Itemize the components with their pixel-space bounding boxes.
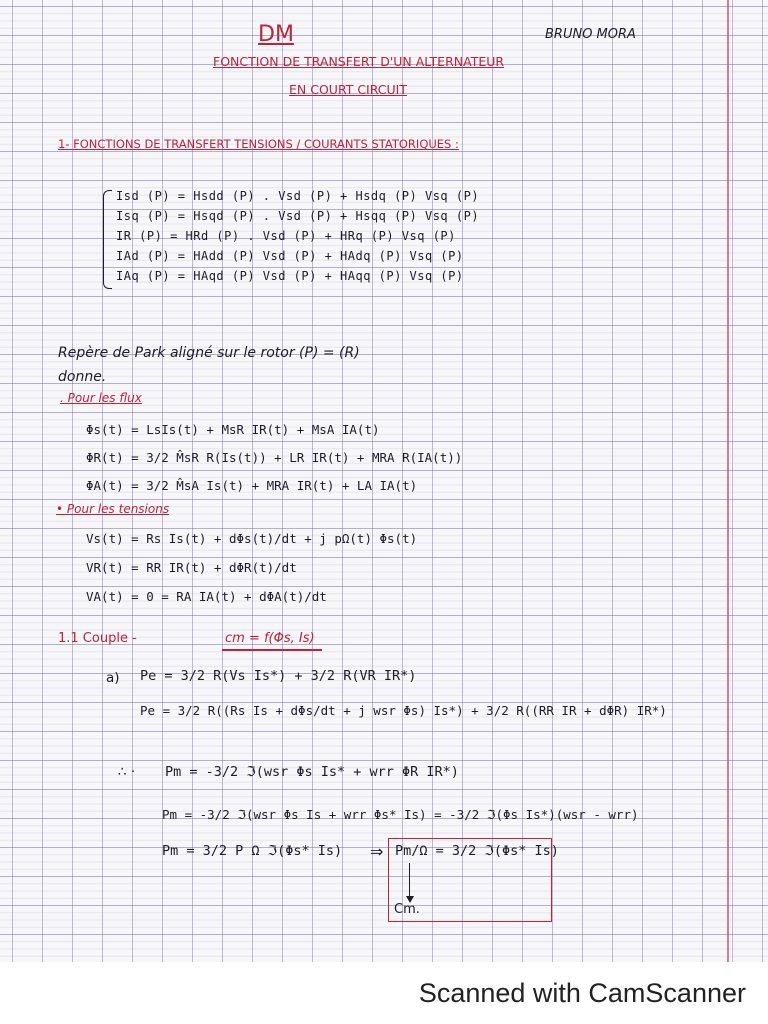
flux-eq-rotor: ΦR(t) = 3/2 M̂sR R(Is(t)) + LR IR(t) + MRA R(IA(t)) bbox=[86, 450, 463, 465]
system-eq-ir: IR (P) = HRd (P) . Vsd (P) + HRq (P) Vsq (P) bbox=[116, 229, 456, 243]
pm-equation-1: Pm = -3/2 ℑ(wsr Φs Is* + wrr ΦR IR*) bbox=[165, 764, 459, 780]
item-label-a: a) bbox=[106, 670, 120, 686]
pe-equation-1: Pe = 3/2 R(Vs Is*) + 3/2 R(VR IR*) bbox=[140, 668, 417, 684]
boxed-label-cm: Cm. bbox=[394, 902, 420, 917]
boxed-formula: Pm/Ω = 3/2 ℑ(Φs* Is) bbox=[395, 843, 559, 859]
system-eq-isd: Isd (P) = Hsdd (P) . Vsd (P) + Hsdq (P) Vsq (P) bbox=[116, 189, 480, 203]
tension-eq-amortisseur: VA(t) = 0 = RA IA(t) + dΦA(t)/dt bbox=[86, 589, 327, 604]
page-title: DM bbox=[258, 22, 294, 47]
author-name: BRUNO MORA bbox=[545, 27, 636, 42]
tension-eq-stator: Vs(t) = Rs Is(t) + dΦs(t)/dt + j pΩ(t) Φs(t) bbox=[86, 531, 418, 546]
system-brace bbox=[103, 190, 112, 289]
couple-relation-underline bbox=[222, 649, 322, 651]
couple-heading: 1.1 Couple - bbox=[58, 631, 137, 646]
section1-heading: 1- FONCTIONS DE TRANSFERT TENSIONS / COURANTS STATORIQUES : bbox=[58, 137, 459, 151]
pe-equation-2: Pe = 3/2 R((Rs Is + dΦs/dt + j wsr Φs) Is*) + 3/2 R((RR IR + dΦR) IR*) bbox=[140, 703, 667, 718]
flux-eq-amortisseur: ΦA(t) = 3/2 M̂sA Is(t) + MRA IR(t) + LA IA(t) bbox=[86, 478, 418, 493]
pm-equation-3: Pm = 3/2 P Ω ℑ(Φs* Is) bbox=[162, 843, 343, 859]
subtitle-line2: EN COURT CIRCUIT bbox=[289, 82, 407, 97]
system-eq-iaq: IAq (P) = HAqd (P) Vsd (P) + HAqq (P) Vsq (P) bbox=[116, 269, 464, 283]
pm-equation-2: Pm = -3/2 ℑ(wsr Φs Is + wrr Φs* Is) = -3/2 ℑ(Φs Is*)(wsr - wrr) bbox=[162, 807, 639, 822]
subtitle-line1: FONCTION DE TRANSFERT D'UN ALTERNATEUR bbox=[213, 54, 505, 69]
flux-heading: . Pour les flux bbox=[60, 391, 142, 405]
tension-eq-rotor: VR(t) = RR IR(t) + dΦR(t)/dt bbox=[86, 560, 297, 575]
park-intro-continued: donne. bbox=[58, 369, 107, 385]
system-eq-iad: IAd (P) = HAdd (P) Vsd (P) + HAdq (P) Vsq (P) bbox=[116, 249, 464, 263]
flux-eq-stator: Φs(t) = LsIs(t) + MsR IR(t) + MsA IA(t) bbox=[86, 422, 380, 437]
margin-line bbox=[727, 0, 729, 962]
couple-relation: cm = f(Φs, Is) bbox=[225, 631, 315, 646]
down-arrow-icon bbox=[409, 863, 410, 901]
camscanner-watermark: Scanned with CamScanner bbox=[418, 978, 746, 1008]
tension-heading: • Pour les tensions bbox=[56, 502, 170, 516]
system-eq-isq: Isq (P) = Hsqd (P) . Vsd (P) + Hsqq (P) Vsq (P) bbox=[116, 209, 480, 223]
therefore-mark: ∴ · bbox=[118, 764, 136, 780]
implies-arrow: ⇒ bbox=[370, 842, 384, 861]
park-intro: Repère de Park aligné sur le rotor (P) = (R) bbox=[58, 345, 360, 361]
scanner-footer bbox=[0, 962, 768, 1024]
